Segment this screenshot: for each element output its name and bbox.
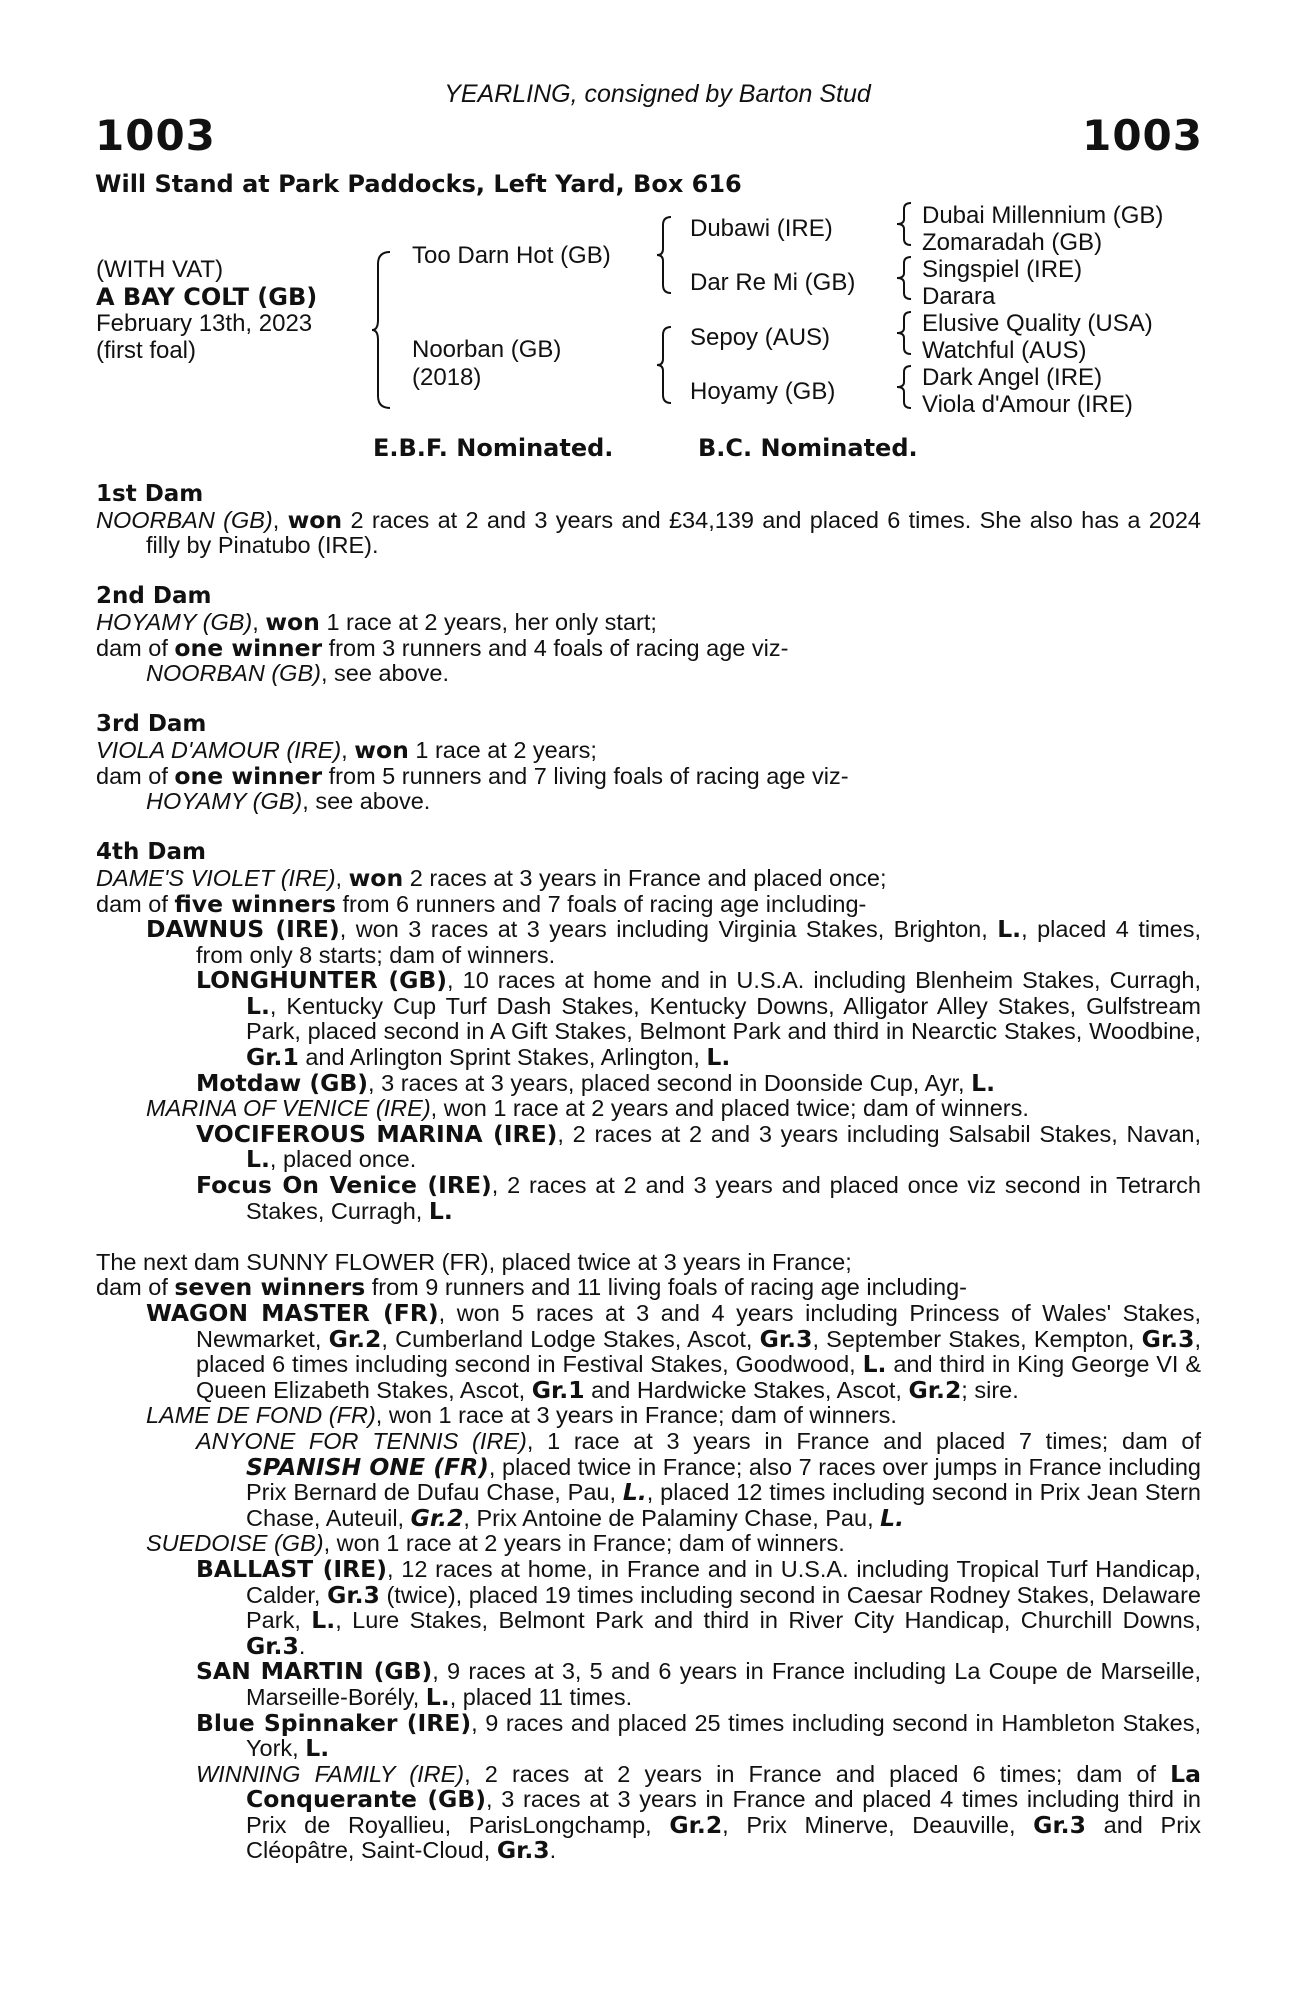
dam-year: (2018): [412, 364, 482, 391]
entry-marina: [96, 1096, 1201, 1122]
gg-1: Dubai Millennium (GB): [922, 202, 1164, 229]
grade-label: Gr.2: [410, 1503, 464, 1532]
dam-of-prefix: dam of: [96, 1274, 175, 1301]
runner-name: ANYONE FOR TENNIS (IRE): [196, 1427, 527, 1454]
runner-name: Focus On Venice (IRE): [196, 1171, 492, 1200]
runner-name: MARINA OF VENICE (IRE): [146, 1095, 431, 1122]
winner-count: one winner: [174, 761, 323, 790]
third-dam-heading: 3rd Dam: [96, 711, 207, 738]
dam-text: 2 races at 2 and 3 years and £34,139 and placed 6 times. She also has a 2024 filly by Pinatubo (IRE).: [146, 506, 1201, 559]
bc-nominated: B.C. Nominated.: [698, 434, 918, 462]
entry-text: , 3 races at 3 years in France and placed 4 times including third in Prix de Royallieu, ParisLongchamp,: [246, 1786, 1201, 1838]
runner-name: LONGHUNTER (GB): [196, 966, 448, 995]
second-dam-record: HOYAMY (GB), won 1 race at 2 years, her only start;: [96, 607, 657, 636]
horse-dob: February 13th, 2023: [96, 310, 313, 337]
dam-of-prefix: dam of: [96, 890, 175, 917]
dam-name: HOYAMY (GB): [96, 608, 253, 635]
grade-label: Gr.3: [327, 1580, 380, 1609]
sire-dam: Dar Re Mi (GB): [690, 269, 856, 296]
brace-sire: [655, 215, 675, 295]
produce-name: La Conquerante (GB): [246, 1759, 1201, 1814]
grade-label: L.: [997, 915, 1022, 944]
foal-note: (first foal): [96, 337, 197, 364]
entry-text: , September Stakes, Kempton,: [812, 1325, 1142, 1352]
entry-text: , 12 races at home, in France and in U.S.A. including Tropical Turf Handicap, Calder,: [246, 1555, 1201, 1608]
grade-label: L.: [862, 1350, 887, 1379]
second-dam-produce: [96, 633, 1201, 662]
entry-text: , placed once.: [269, 1146, 417, 1173]
entry-suedoise: [96, 1531, 1201, 1557]
vat-note: (WITH VAT): [96, 256, 224, 283]
dam-of-prefix: dam of: [96, 762, 175, 789]
dam-name: NOORBAN (GB): [96, 506, 273, 533]
entry-text: and Arlington Sprint Stakes, Arlington,: [298, 1044, 707, 1071]
see-above-text: , see above.: [320, 660, 450, 687]
entry-text: and Prix Cléopâtre, Saint-Cloud,: [246, 1811, 1201, 1864]
grade-label: Gr.2: [908, 1375, 962, 1404]
entry-text: , 3 races at 3 years, placed second in Doonside Cup, Ayr,: [368, 1069, 972, 1096]
entry-text: , won 3 races at 3 years including Virginia Stakes, Brighton,: [339, 916, 998, 943]
dam-of-prefix: dam of: [96, 634, 175, 661]
fourth-dam-produce: [96, 889, 1201, 918]
won-label: won: [348, 863, 404, 892]
grade-label: L.: [622, 1478, 647, 1507]
grade-label: Gr.2: [328, 1324, 382, 1353]
entry-text: , placed 11 times.: [449, 1683, 633, 1710]
horse-name: A BAY COLT (GB): [96, 283, 318, 311]
third-dam-produce: [96, 761, 1201, 790]
grade-label: L.: [246, 1145, 270, 1174]
entry-text: , placed 12 times including second in Prix Jean Stern Chase, Auteuil,: [246, 1479, 1201, 1531]
grade-label: Gr.3: [1141, 1324, 1195, 1353]
winner-count: seven winners: [174, 1273, 366, 1302]
entry-text: (twice), placed 19 times including second in Caesar Rodney Stakes, Delaware Park,: [246, 1581, 1201, 1634]
entry-longhunter: [96, 968, 1201, 1070]
entry-motdaw: [96, 1068, 1201, 1097]
fourth-dam-heading: 4th Dam: [96, 839, 206, 866]
entry-text: , Kentucky Cup Turf Dash Stakes, Kentucky Downs, Alligator Alley Stakes, Gulfstream Park, placed second in A Gift Stakes, Belmont Park and third in Nearctic Stakes, Woodbine,: [246, 992, 1201, 1045]
dam: Noorban (GB): [412, 336, 562, 363]
winner-count: one winner: [174, 633, 323, 662]
won-label: won: [287, 505, 343, 534]
grade-label: Gr.2: [669, 1810, 723, 1839]
entry-san-martin: [96, 1659, 1201, 1710]
brace-gg1: [895, 201, 915, 247]
entry-text: , Cumberland Lodge Stakes, Ascot,: [381, 1325, 760, 1352]
entry-text: , 2 races at 2 and 3 years and placed once viz second in Tetrarch Stakes, Curragh,: [246, 1172, 1201, 1224]
grade-label: Gr.1: [246, 1043, 299, 1072]
entry-focus: [96, 1173, 1201, 1224]
grade-label: L.: [425, 1682, 450, 1711]
catalogue-body: [96, 482, 1201, 1864]
entry-text: , Prix Antoine de Palaminy Chase, Pau,: [463, 1504, 881, 1531]
entry-vociferous: [96, 1119, 1201, 1174]
runner-name: WAGON MASTER (FR): [146, 1299, 439, 1327]
gg-4: Darara: [922, 283, 996, 310]
grade-label: L.: [246, 991, 270, 1020]
dam-of-suffix: from 5 runners and 7 living foals of racing age viz-: [322, 762, 849, 789]
dam-sire: Sepoy (AUS): [690, 324, 831, 351]
see-above-text: , see above.: [302, 788, 431, 815]
grade-label: Gr.3: [759, 1324, 813, 1353]
runner-name: Motdaw (GB): [196, 1068, 369, 1097]
stand-location: Will Stand at Park Paddocks, Left Yard, Box 616: [95, 170, 742, 198]
runner-name: VOCIFEROUS MARINA (IRE): [196, 1119, 558, 1148]
gg-3: Singspiel (IRE): [922, 256, 1083, 283]
produce-name: HOYAMY (GB): [146, 788, 303, 815]
dam-name: DAME'S VIOLET (IRE): [96, 864, 336, 891]
entry-ballast: [96, 1554, 1201, 1660]
third-dam-record: VIOLA D'AMOUR (IRE), won 1 race at 2 years;: [96, 735, 597, 764]
grade-label: Gr.3: [246, 1631, 299, 1660]
dam-of-suffix: from 6 runners and 7 foals of racing age including-: [335, 890, 867, 917]
entry-anyone-for-tennis: [96, 1429, 1201, 1531]
entry-text: , 9 races and placed 25 times including second in Hambleton Stakes, York,: [246, 1709, 1201, 1762]
entry-lame-de-fond: [96, 1403, 1201, 1429]
entry-text: , placed 4 times, from only 8 starts; dam of winners.: [196, 916, 1202, 968]
entry-dawnus: [96, 917, 1201, 968]
entry-text: , 2 races at 2 and 3 years including Salsabil Stakes, Navan,: [557, 1120, 1201, 1147]
third-dam-see-above: [96, 789, 1201, 815]
entry-text: , Lure Stakes, Belmont Park and third in River City Handicap, Churchill Downs,: [335, 1607, 1201, 1634]
grade-label: L.: [311, 1606, 336, 1635]
dam-of-suffix: from 9 runners and 11 living foals of racing age including-: [365, 1274, 967, 1301]
runner-name: SUEDOISE (GB): [146, 1530, 324, 1557]
first-dam-heading: 1st Dam: [96, 481, 204, 507]
dam-text: 2 races at 3 years in France and placed once;: [403, 864, 887, 891]
brace-gg2: [895, 255, 915, 301]
grade-label: L.: [971, 1068, 996, 1097]
entry-text: , won 5 races at 3 and 4 years including Princess of Wales' Stakes, Newmarket,: [196, 1300, 1201, 1352]
winner-count: five winners: [174, 889, 336, 918]
grade-label: Gr.1: [531, 1375, 585, 1404]
grade-label: L.: [880, 1503, 905, 1532]
dam-text: 1 race at 2 years;: [408, 736, 597, 763]
dam-name: VIOLA D'AMOUR (IRE): [96, 736, 342, 763]
runner-name: LAME DE FOND (FR): [146, 1402, 376, 1429]
consignment-title: YEARLING, consigned by Barton Stud: [444, 80, 871, 108]
grade-label: Gr.3: [496, 1836, 550, 1865]
entry-wagon-master: [96, 1301, 1201, 1403]
first-dam-record: NOORBAN (GB), won 2 races at 2 and 3 years and £34,139 and placed 6 times. She also has a 2024 filly by Pinatubo (IRE).: [96, 505, 1201, 559]
entry-text: .: [549, 1837, 557, 1864]
entry-winning-family: [96, 1759, 1201, 1865]
dam-dam: Hoyamy (GB): [690, 378, 836, 405]
gg-8: Viola d'Amour (IRE): [922, 391, 1133, 418]
entry-text: , 1 race at 3 years in France and placed 7 times; dam of: [526, 1427, 1201, 1454]
sire-sire: Dubawi (IRE): [690, 215, 833, 242]
grade-label: L.: [428, 1196, 453, 1225]
lot-number-right: 1003: [1082, 111, 1203, 160]
dam-text: 1 race at 2 years, her only start;: [319, 608, 657, 635]
gg-2: Zomaradah (GB): [922, 229, 1103, 256]
produce-name: NOORBAN (GB): [146, 660, 321, 687]
entry-text: , won 1 race at 3 years in France; dam of winners.: [375, 1402, 897, 1429]
grade-label: Gr.3: [1033, 1810, 1086, 1839]
brace-dam: [655, 325, 675, 405]
entry-text: and Hardwicke Stakes, Ascot,: [584, 1376, 909, 1403]
ebf-nominated: E.B.F. Nominated.: [373, 434, 614, 462]
brace-gg3: [895, 310, 915, 356]
dam-of-suffix: from 3 runners and 4 foals of racing age viz-: [322, 634, 789, 661]
second-dam-heading: 2nd Dam: [96, 583, 212, 610]
entry-text: , won 1 race at 2 years and placed twice; dam of winners.: [430, 1095, 1029, 1122]
entry-text: , placed twice in France; also 7 races over jumps in France including Prix Bernard de Dufau Chase, Pau,: [246, 1453, 1201, 1506]
won-label: won: [265, 607, 320, 636]
entry-text: .: [298, 1632, 306, 1659]
second-dam-see-above: [96, 661, 1201, 687]
entry-text: ; sire.: [961, 1376, 1019, 1403]
entry-blue-spinnaker: [96, 1708, 1201, 1763]
runner-name: Blue Spinnaker (IRE): [196, 1708, 472, 1737]
runner-name: BALLAST (IRE): [196, 1554, 387, 1583]
gg-6: Watchful (AUS): [922, 337, 1087, 364]
entry-text: , 2 races at 2 years in France and placed 6 times; dam of: [464, 1760, 1171, 1787]
gg-7: Dark Angel (IRE): [922, 364, 1103, 391]
lot-number-left: 1003: [95, 111, 216, 160]
grade-label: L.: [706, 1043, 731, 1072]
gg-5: Elusive Quality (USA): [922, 310, 1153, 337]
runner-name: SAN MARTIN (GB): [196, 1657, 433, 1686]
produce-name: SPANISH ONE (FR): [246, 1452, 489, 1481]
entry-text: , placed 6 times including second in Festival Stakes, Goodwood,: [196, 1325, 1201, 1378]
entry-text: , 10 races at home and in U.S.A. including Blenheim Stakes, Curragh,: [447, 967, 1201, 994]
sire: Too Darn Hot (GB): [412, 242, 611, 269]
brace-gg4: [895, 364, 915, 410]
grade-label: L.: [305, 1734, 330, 1763]
brace-main: [370, 250, 394, 410]
fourth-dam-record: DAME'S VIOLET (IRE), won 2 races at 3 years in France and placed once;: [96, 863, 887, 892]
entry-text: and third in King George VI & Queen Elizabeth Stakes, Ascot,: [196, 1351, 1201, 1403]
next-dam-produce: [96, 1275, 1201, 1301]
entry-text: , Prix Minerve, Deauville,: [722, 1811, 1034, 1838]
entry-text: , won 1 race at 2 years in France; dam of winners.: [323, 1530, 845, 1557]
entry-text: , 9 races at 3, 5 and 6 years in France including La Coupe de Marseille, Marseille-Borély,: [246, 1658, 1201, 1710]
won-label: won: [354, 735, 409, 764]
next-dam-record: The next dam SUNNY FLOWER (FR), placed twice at 3 years in France;: [96, 1248, 852, 1275]
runner-name: WINNING FAMILY (IRE): [196, 1760, 465, 1787]
runner-name: DAWNUS (IRE): [146, 915, 340, 944]
